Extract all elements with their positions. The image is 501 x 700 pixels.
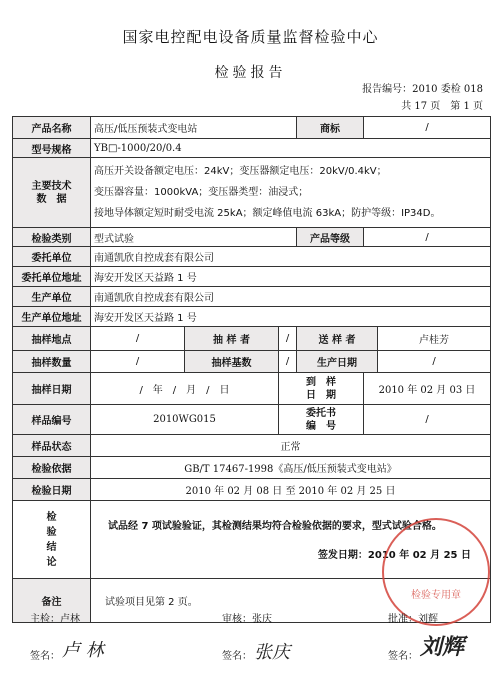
conclusion-text: 试品经 7 项试验验证，其检测结果均符合检验依据的要求，型式试验合格。 <box>108 521 442 532</box>
org-title: 国家电控配电设备质量监督检验中心 <box>122 28 379 46</box>
row-model <box>13 139 491 158</box>
grade-label: 产品等级 <box>297 228 364 247</box>
arrive-date-value: 2010 年 02 月 03 日 <box>364 373 491 405</box>
row-sampling-place <box>13 327 491 351</box>
sample-date-label: 抽样日期 <box>13 373 91 405</box>
client-address-value: 海安开发区天益路 1 号 <box>91 267 491 287</box>
test-date-value: 2010 年 02 月 08 日 至 2010 年 02 月 25 日 <box>91 479 491 501</box>
row-client-address <box>13 267 491 287</box>
row-test-type <box>13 228 491 247</box>
conclusion-label-char: 验 <box>46 526 57 538</box>
signature-label-3: 签名： <box>388 651 418 662</box>
row-params <box>13 158 491 228</box>
signature-approver: 刘辉 <box>420 634 465 660</box>
sample-state-label: 样品状态 <box>13 435 91 457</box>
approver: 批准：刘辉 <box>388 614 438 625</box>
conclusion-label-char: 检 <box>46 511 57 523</box>
sender-value: 卢桂芳 <box>378 327 491 351</box>
sample-date-value: / 年 / 月 / 日 <box>91 373 279 405</box>
row-sample-state <box>13 435 491 457</box>
client-label: 委托单位 <box>13 247 91 267</box>
sample-place-label: 抽样地点 <box>13 327 91 351</box>
params-line3: 接地导体额定短时耐受电流 25kA；额定峰值电流 63kA；防护等级：IP34D。 <box>94 208 441 219</box>
sample-base-value: / <box>279 351 297 373</box>
conclusion-label-char: 结 <box>46 541 57 553</box>
conclusion-label-char: 论 <box>46 556 57 568</box>
remark-label: 备注 <box>13 579 91 623</box>
prod-date-value: / <box>378 351 491 373</box>
arrive-date-label-line2: 日 期 <box>306 389 336 401</box>
sample-no-label: 样品编号 <box>13 405 91 435</box>
sender-label: 送 样 者 <box>297 327 378 351</box>
row-maker <box>13 287 491 307</box>
prod-date-label: 生产日期 <box>297 351 378 373</box>
sample-qty-value: / <box>91 351 185 373</box>
sampler-label: 抽 样 者 <box>185 327 279 351</box>
params-label <box>13 158 91 228</box>
sample-qty-label: 抽样数量 <box>13 351 91 373</box>
page-counter: 共 17 页 第 1 页 <box>401 101 483 112</box>
model-value: YB□-1000/20/0.4 <box>91 139 491 158</box>
chief-inspector: 主检：卢林 <box>30 614 80 625</box>
maker-value: 南通凯欣自控成套有限公司 <box>91 287 491 307</box>
maker-address-label: 生产单位地址 <box>13 307 91 327</box>
test-type-label: 检验类别 <box>13 228 91 247</box>
conclusion-label <box>13 501 91 579</box>
sample-state-value: 正常 <box>91 435 491 457</box>
grade-value: / <box>364 228 491 247</box>
row-sample-no <box>13 405 491 435</box>
arrive-date-label <box>279 373 364 405</box>
model-label: 型号规格 <box>13 139 91 158</box>
maker-label: 生产单位 <box>13 287 91 307</box>
sampler-value: / <box>279 327 297 351</box>
params-label-line1: 主要技术 <box>31 180 72 192</box>
signature-label-1: 签名： <box>30 651 60 662</box>
trademark-label: 商标 <box>297 117 364 139</box>
sample-no-value: 2010WG015 <box>91 405 279 435</box>
contract-no-value: / <box>364 405 491 435</box>
test-type-value: 型式试验 <box>91 228 297 247</box>
params-line2: 变压器容量：1000kVA；变压器类型：油浸式； <box>94 187 309 198</box>
signature-label-2: 签名： <box>222 651 252 662</box>
maker-address-value: 海安开发区天益路 1 号 <box>91 307 491 327</box>
reviewer: 审核：张庆 <box>222 614 272 625</box>
arrive-date-label-line1: 到 样 <box>306 376 336 388</box>
row-sampling-date <box>13 373 491 405</box>
signature-chief: 卢 林 <box>62 640 104 661</box>
signature-reviewer: 张庆 <box>254 642 290 663</box>
contract-no-label-line1: 委托书 <box>306 407 336 419</box>
seal-text: 检验专用章 <box>411 590 461 601</box>
product-name-label: 产品名称 <box>13 117 91 139</box>
contract-no-label-line2: 编 号 <box>306 420 336 432</box>
client-address-label: 委托单位地址 <box>13 267 91 287</box>
row-basis <box>13 457 491 479</box>
params-line1: 高压开关设备额定电压：24kV；变压器额定电压：20kV/0.4kV； <box>94 166 387 177</box>
issue-date: 签发日期：2010 年 02 月 25 日 <box>317 550 471 561</box>
row-client <box>13 247 491 267</box>
basis-value: GB/T 17467-1998《高压/低压预装式变电站》 <box>91 457 491 479</box>
sample-place-value: / <box>91 327 185 351</box>
report-number: 报告编号：2010 委检 018 <box>362 84 483 95</box>
basis-label: 检验依据 <box>13 457 91 479</box>
row-sampling-qty <box>13 351 491 373</box>
sample-base-label: 抽样基数 <box>185 351 279 373</box>
row-test-date <box>13 479 491 501</box>
test-date-label: 检验日期 <box>13 479 91 501</box>
product-name-value: 高压/低压预装式变电站 <box>91 117 297 139</box>
contract-no-label <box>279 405 364 435</box>
params-label-line2: 数 据 <box>36 193 67 205</box>
client-value: 南通凯欣自控成套有限公司 <box>91 247 491 267</box>
report-title: 检验报告 <box>214 65 287 81</box>
row-product-name <box>13 117 491 139</box>
row-maker-address <box>13 307 491 327</box>
trademark-value: / <box>364 117 491 139</box>
remark-value: 试验项目见第 2 页。 <box>91 579 491 623</box>
